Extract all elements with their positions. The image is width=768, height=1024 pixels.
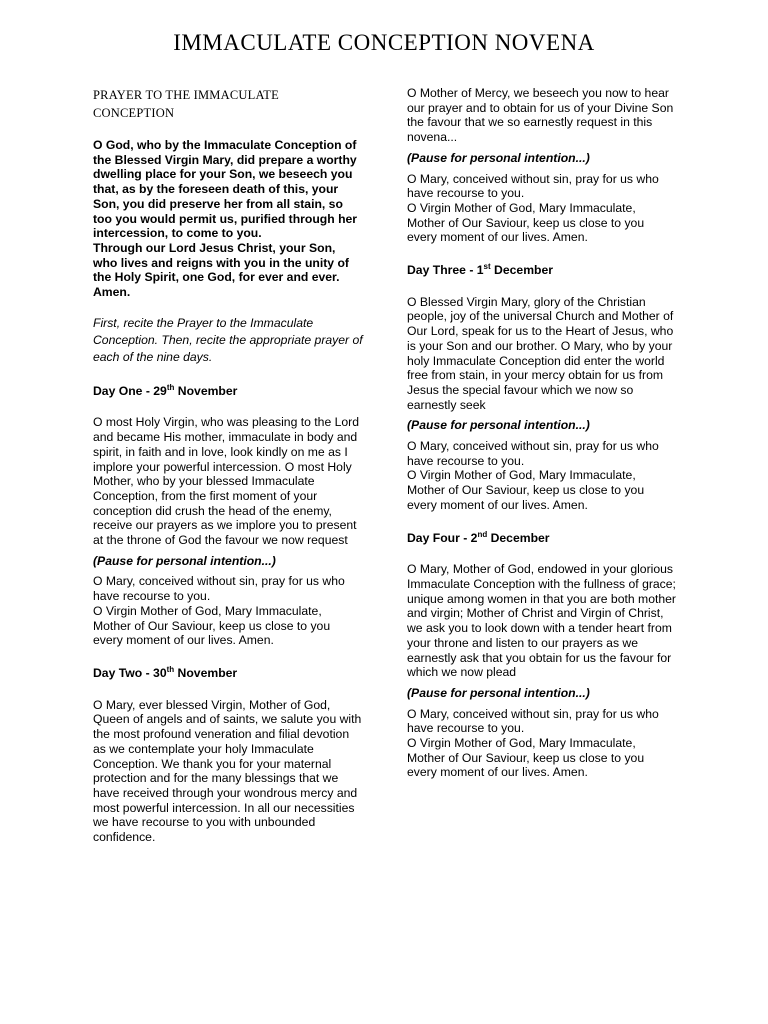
- day-two-label: Day Two - 30: [93, 665, 167, 680]
- day-four-prayer: O Mary, Mother of God, endowed in your glorious Immaculate Conception with the fullness of grace; unique among women in that you are both mother and virgin; Mother of Christ and Virgin of Christ, we ask you to look down with a tender heart from your throne and listen to our prayers as we earnestly ask that you obtain for us the favour for which we now plead: [407, 562, 676, 680]
- day-three-heading: [407, 263, 677, 278]
- day-four-label: Day Four - 2: [407, 530, 478, 545]
- day-three-label: Day Three - 1: [407, 263, 484, 278]
- day-three-pause: (Pause for personal intention...): [407, 418, 590, 433]
- day-three-section: [407, 263, 677, 513]
- day-one-response-1: O Mary, conceived without sin, pray for us who have recourse to you.: [93, 574, 345, 604]
- day-two-response: [407, 172, 677, 246]
- day-four-section: [407, 531, 677, 781]
- day-two-pause: (Pause for personal intention...): [407, 150, 590, 165]
- right-column: [407, 86, 677, 780]
- day-three-response: [407, 439, 677, 513]
- day-four-response-2: O Virgin Mother of God, Mary Immaculate, Mother of Our Saviour, keep us close to you every moment of our lives. Amen.: [407, 736, 645, 780]
- opening-prayer-text: O God, who by the Immaculate Conception of the Blessed Virgin Mary, did prepare a worthy dwelling place for your Son, we beseech you that, as by the foreseen death of this, your Son, you did preserve her from all stain, so too you would permit us, purified through her intercession, to come to you.: [93, 138, 358, 241]
- day-one-heading: [93, 384, 363, 399]
- instruction-text: First, recite the Prayer to the Immaculate Conception. Then, recite the appropriate prayer of each of the nine days.: [93, 315, 363, 364]
- day-three-response-1: O Mary, conceived without sin, pray for us who have recourse to you.: [407, 439, 659, 468]
- day-two-prayer: O Mary, ever blessed Virgin, Mother of God, Queen of angels and of saints, we salute you with the most profound veneration and filial devotion as we contemplate your holy Immaculate Conception. We thank you for your maternal protection and for the many blessings that we have received through your wondrous mercy and most powerful intercession. In all our necessities we have recourse to you with unbounded confidence.: [93, 697, 362, 845]
- day-one-response-2: O Virgin Mother of God, Mary Immaculate, Mother of Our Saviour, keep us close to you every moment of our lives. Amen.: [93, 603, 331, 648]
- day-two-heading: [93, 666, 363, 681]
- left-column: [93, 86, 363, 845]
- prayer-heading: PRAYER TO THE IMMACULATE CONCEPTION: [93, 88, 279, 120]
- day-two-month: November: [174, 665, 238, 680]
- day-one-suffix: th: [166, 382, 175, 392]
- day-two-response-1: O Mary, conceived without sin, pray for us who have recourse to you.: [407, 171, 659, 201]
- day-three-response-2: O Virgin Mother of God, Mary Immaculate, Mother of Our Saviour, keep us close to you every moment of our lives. Amen.: [407, 468, 645, 512]
- day-four-month: December: [487, 530, 550, 545]
- day-four-pause: (Pause for personal intention...): [407, 685, 590, 700]
- day-two-section: [93, 666, 363, 845]
- day-four-suffix: nd: [477, 529, 488, 539]
- day-one-response: [93, 574, 363, 648]
- day-three-suffix: st: [483, 262, 491, 272]
- day-one-label: Day One - 29: [93, 383, 167, 398]
- day-four-response: [407, 707, 677, 781]
- day-two-suffix: th: [166, 664, 175, 674]
- day-three-prayer: O Blessed Virgin Mary, glory of the Christian people, joy of the universal Church and Mother of Our Lord, speak for us to the Heart of Jesus, who is your Son and our brother. O Mary, who by your holy Immaculate Conception did enter the world free from stain, in your mercy obtain for us from Jesus the special favour which we now so earnestly seek: [407, 294, 674, 412]
- day-one-prayer: O most Holy Virgin, who was pleasing to the Lord and became His mother, immaculate in body and spirit, in faith and in love, look kindly on me as I implore your powerful intercession. O most Holy Mother, who by your blessed Immaculate Conception, from the first moment of your conception did crush the head of the enemy, receive our prayers as we implore you to present at the throne of God the favour we now request: [93, 415, 360, 548]
- opening-prayer-conclusion: Through our Lord Jesus Christ, your Son, who lives and reigns with you in the unity of the Holy Spirit, one God, for ever and ever. Amen.: [93, 240, 349, 300]
- day-one-pause: (Pause for personal intention...): [93, 553, 276, 568]
- day-two-response-2: O Virgin Mother of God, Mary Immaculate, Mother of Our Saviour, keep us close to you every moment of our lives. Amen.: [407, 200, 645, 245]
- day-one-section: [93, 384, 363, 648]
- day-three-month: December: [490, 263, 553, 278]
- day-four-response-1: O Mary, conceived without sin, pray for us who have recourse to you.: [407, 706, 659, 736]
- day-four-heading: [407, 531, 677, 546]
- day-two-prayer-continuation: O Mother of Mercy, we beseech you now to hear our prayer and to obtain for us of your Divine Son the favour that we so earnestly request in this novena...: [407, 86, 674, 145]
- day-one-month: November: [174, 383, 238, 398]
- opening-prayer: [93, 138, 363, 300]
- page-title: IMMACULATE CONCEPTION NOVENA: [173, 30, 595, 55]
